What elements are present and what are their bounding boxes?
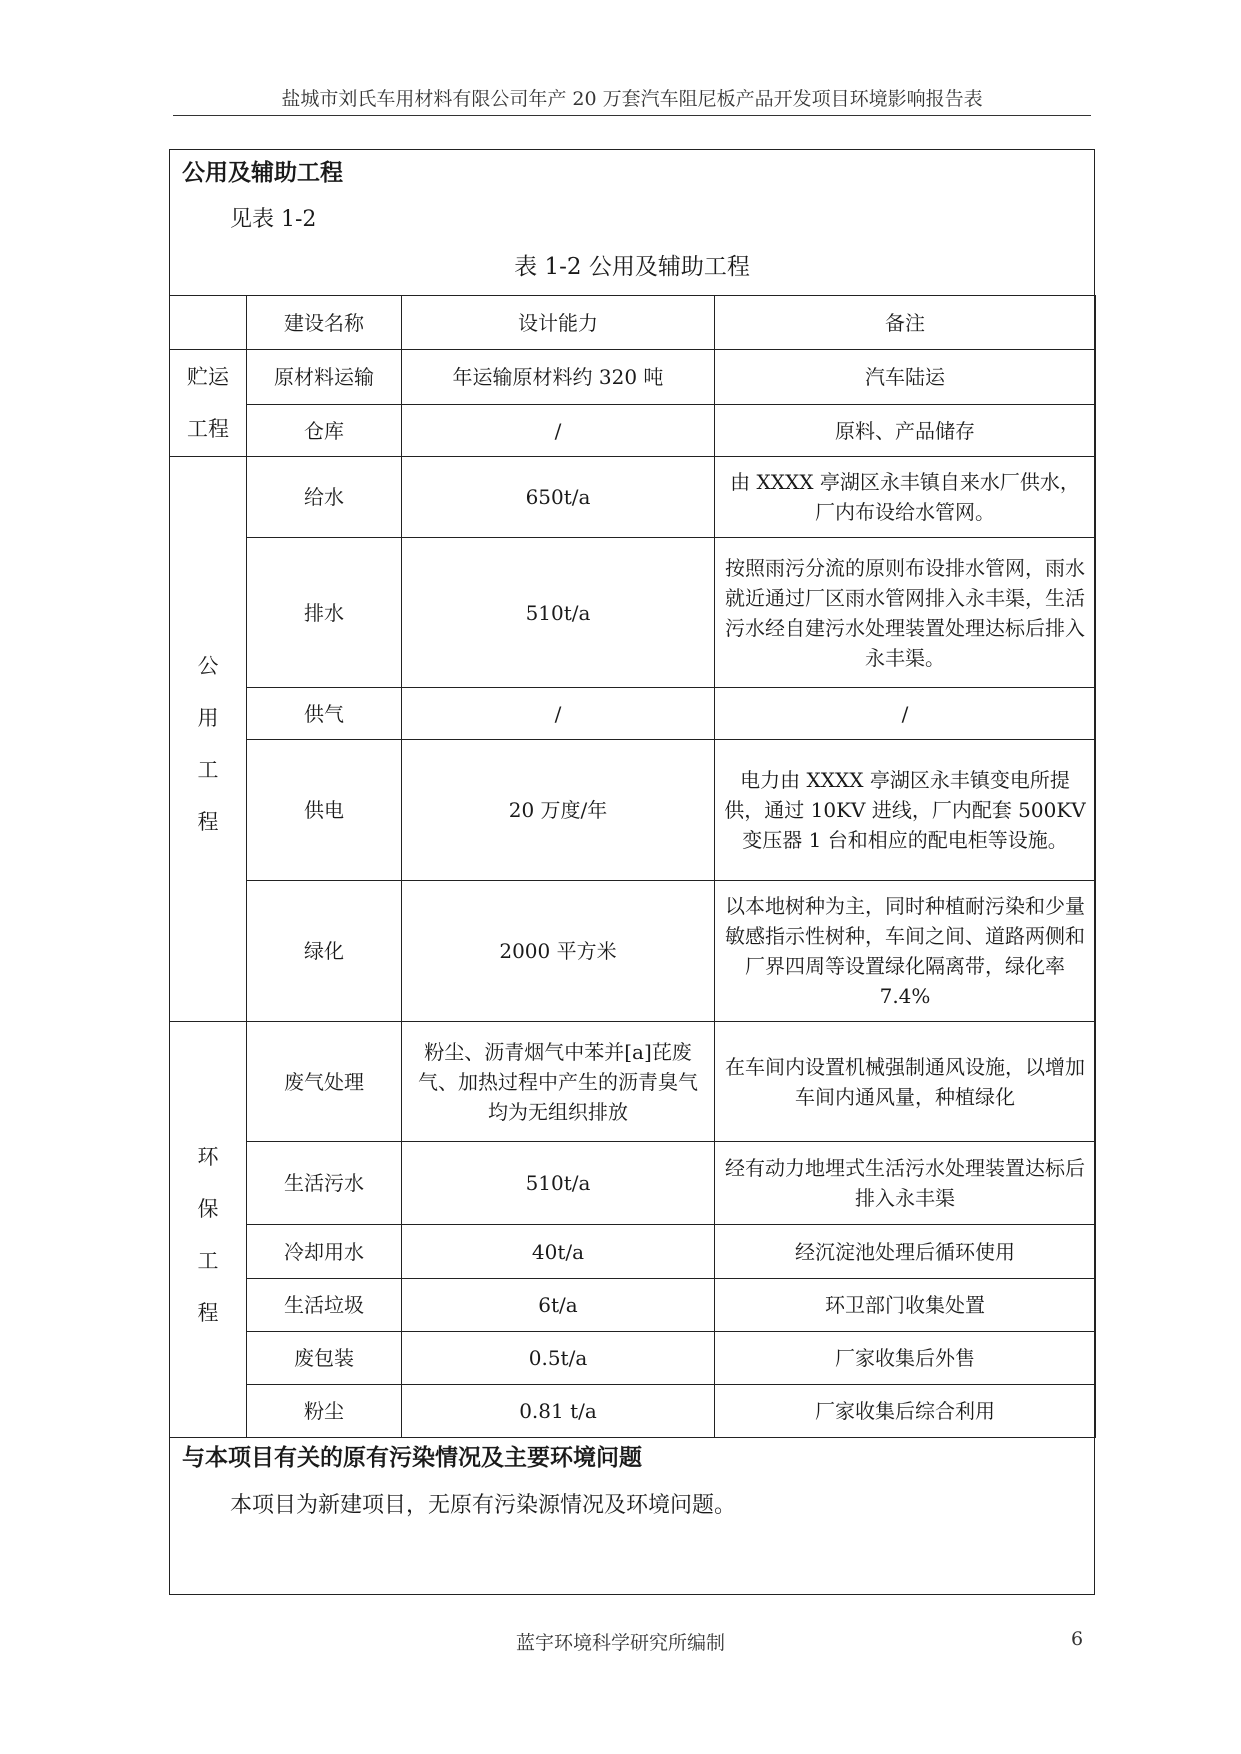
row-note: 经沉淀池处理后循环使用 (715, 1225, 1096, 1279)
row-capacity: 2000 平方米 (402, 881, 715, 1022)
category-line: 工程 (187, 417, 229, 441)
header-cell-note: 备注 (715, 296, 1096, 350)
category-line: 程 (197, 1300, 219, 1325)
header-cell-capacity: 设计能力 (402, 296, 715, 350)
row-name: 生活污水 (247, 1142, 402, 1225)
category-line: 程 (197, 810, 219, 834)
row-name: 给水 (247, 457, 402, 538)
category-public-works (170, 457, 247, 1022)
table-row (170, 1332, 1096, 1385)
row-note: 原料、产品储存 (715, 405, 1096, 457)
content-box (169, 149, 1095, 1595)
table-caption: 表 1-2 公用及辅助工程 (514, 254, 750, 280)
row-note: 由 XXXX 亭湖区永丰镇自来水厂供水，厂内布设给水管网。 (715, 457, 1096, 538)
row-name: 绿化 (247, 881, 402, 1022)
row-note: 在车间内设置机械强制通风设施，以增加车间内通风量，种植绿化 (715, 1022, 1096, 1142)
utilities-table (169, 295, 1096, 1438)
row-name: 废气处理 (247, 1022, 402, 1142)
row-capacity: 6t/a (402, 1279, 715, 1332)
row-name: 供电 (247, 740, 402, 881)
table-reference: 见表 1-2 (230, 207, 317, 232)
row-name: 冷却用水 (247, 1225, 402, 1279)
row-name: 排水 (247, 538, 402, 688)
table-row (170, 457, 1096, 538)
row-capacity: / (402, 688, 715, 740)
category-line: 公 (197, 654, 219, 678)
row-capacity: 510t/a (402, 538, 715, 688)
table-row (170, 405, 1096, 457)
category-line: 保 (197, 1196, 219, 1221)
table-row (170, 1279, 1096, 1332)
row-capacity: 20 万度/年 (402, 740, 715, 881)
row-capacity: 510t/a (402, 1142, 715, 1225)
table-row (170, 1225, 1096, 1279)
row-note: / (715, 688, 1096, 740)
table-row (170, 1142, 1096, 1225)
row-note: 汽车陆运 (715, 350, 1096, 405)
row-capacity: 650t/a (402, 457, 715, 538)
category-line: 用 (197, 706, 219, 730)
table-row (170, 538, 1096, 688)
row-capacity: / (402, 405, 715, 457)
header-cell-empty (170, 296, 247, 350)
table-row (170, 1385, 1096, 1438)
row-name: 粉尘 (247, 1385, 402, 1438)
row-name: 仓库 (247, 405, 402, 457)
page-number: 6 (1071, 1628, 1084, 1650)
row-note: 按照雨污分流的原则布设排水管网，雨水就近通过厂区雨水管网排入永丰渠，生活污水经自建污水处理装置处理达标后排入永丰渠。 (715, 538, 1096, 688)
table-header-row (170, 296, 1096, 350)
row-note: 以本地树种为主，同时种植耐污染和少量敏感指示性树种，车间之间、道路两侧和厂界四周等设置绿化隔离带，绿化率 7.4% (715, 881, 1096, 1022)
header-rule (173, 115, 1091, 116)
row-capacity: 粉尘、沥青烟气中苯并[a]芘废气、加热过程中产生的沥青臭气均为无组织排放 (402, 1022, 715, 1142)
footer-publisher: 蓝宇环境科学研究所编制 (515, 1632, 725, 1654)
row-note: 厂家收集后综合利用 (715, 1385, 1096, 1438)
row-note: 环卫部门收集处置 (715, 1279, 1096, 1332)
row-note: 厂家收集后外售 (715, 1332, 1096, 1385)
existing-pollution-body: 本项目为新建项目，无原有污染源情况及环境问题。 (230, 1493, 737, 1518)
row-note: 电力由 XXXX 亭湖区永丰镇变电所提供，通过 10KV 进线，厂内配套 500KV 变压器 1 台和相应的配电柜等设施。 (715, 740, 1096, 881)
section-title-existing-pollution: 与本项目有关的原有污染情况及主要环境问题 (182, 1444, 642, 1471)
row-capacity: 40t/a (402, 1225, 715, 1279)
row-name: 原材料运输 (247, 350, 402, 405)
table-row (170, 881, 1096, 1022)
row-capacity: 0.81 t/a (402, 1385, 715, 1438)
table-row (170, 688, 1096, 740)
row-name: 生活垃圾 (247, 1279, 402, 1332)
table-row (170, 350, 1096, 405)
category-storage-transport (170, 350, 247, 457)
row-capacity: 0.5t/a (402, 1332, 715, 1385)
row-name: 供气 (247, 688, 402, 740)
row-capacity: 年运输原材料约 320 吨 (402, 350, 715, 405)
running-header: 盐城市刘氏车用材料有限公司年产 20 万套汽车阻尼板产品开发项目环境影响报告表 (281, 88, 983, 110)
category-line: 贮运 (187, 365, 229, 389)
category-line: 工 (197, 758, 219, 782)
header-cell-name: 建设名称 (247, 296, 402, 350)
category-environmental-works (170, 1022, 247, 1438)
category-line: 工 (197, 1248, 219, 1273)
row-note: 经有动力地埋式生活污水处理装置达标后排入永丰渠 (715, 1142, 1096, 1225)
table-row (170, 740, 1096, 881)
section-title-utilities: 公用及辅助工程 (182, 159, 343, 186)
table-row (170, 1022, 1096, 1142)
row-name: 废包装 (247, 1332, 402, 1385)
category-line: 环 (197, 1144, 219, 1169)
